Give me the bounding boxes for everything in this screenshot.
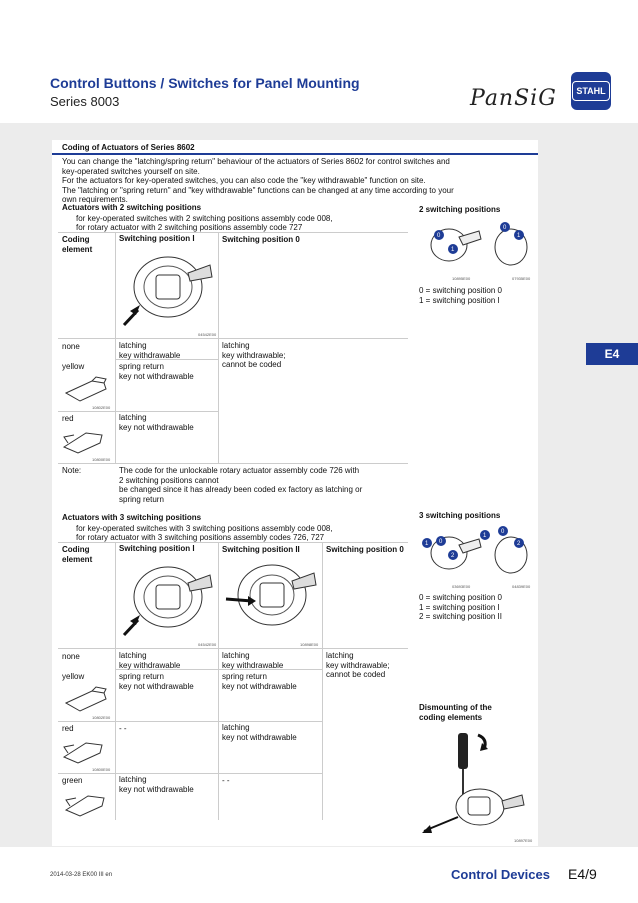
footer-section: Control Devices <box>451 867 550 882</box>
row-red: red <box>62 414 74 423</box>
three-pos-pos0-text: latching key withdrawable; cannot be coded <box>326 651 390 679</box>
pansig-logo: PanSiG <box>470 86 557 111</box>
section-rule <box>52 153 538 155</box>
row-yellow: yellow <box>62 362 85 371</box>
svg-text:1: 1 <box>451 247 455 253</box>
page-title: Control Buttons / Switches for Panel Mounting <box>50 75 360 91</box>
dismount-illustration <box>418 725 536 835</box>
switch-illustration <box>222 555 320 643</box>
key-switch-illustration <box>419 523 537 581</box>
three-pos-col-coding: Coding element <box>62 545 93 564</box>
coding-element-icon <box>62 373 110 403</box>
svg-text:1: 1 <box>483 533 487 539</box>
row-none-pos1: latching key withdrawable <box>119 341 181 360</box>
svg-text:0: 0 <box>503 225 507 231</box>
row-none: none <box>62 652 80 661</box>
row-yellow-pos1: spring return key not withdrawable <box>119 362 194 381</box>
svg-text:2: 2 <box>451 553 455 559</box>
three-pos-legend: 0 = switching position 0 1 = switching position I 2 = switching position II <box>419 593 502 621</box>
svg-text:2: 2 <box>517 541 521 547</box>
three-pos-heading: Actuators with 3 switching positions <box>62 513 202 522</box>
footer-date: 2014-03-28 EK00 III en <box>50 872 113 878</box>
section-title: Coding of Actuators of Series 8602 <box>62 143 195 152</box>
note-text: The code for the unlockable rotary actuator assembly code 726 with 2 switching positions cannot be changed since it has already been coded ex factory as latching or spring return <box>119 466 363 504</box>
stahl-logo: STAHL <box>571 72 611 110</box>
two-pos-col-pos0: Switching position 0 <box>222 235 300 244</box>
three-pos-side-title: 3 switching positions <box>419 511 501 520</box>
svg-text:0: 0 <box>439 539 443 545</box>
two-pos-legend: 0 = switching position 0 1 = switching position I <box>419 286 502 305</box>
dismount-title: Dismounting of the coding elements <box>419 703 492 722</box>
two-pos-heading: Actuators with 2 switching positions <box>62 203 202 212</box>
switch-illustration <box>118 555 216 645</box>
two-pos-sub1: for key-operated switches with 2 switching positions assembly code 008, <box>76 214 333 223</box>
svg-text:0: 0 <box>437 233 441 239</box>
series-subtitle: Series 8003 <box>50 94 120 109</box>
row-yellow: yellow <box>62 672 85 681</box>
coding-element-icon <box>60 735 108 765</box>
note-label: Note: <box>62 466 82 475</box>
three-pos-sub2: for rotary actuator with 3 switching positions assembly codes 726, 727 <box>76 533 325 542</box>
row-none: none <box>62 342 80 351</box>
row-green: green <box>62 776 83 785</box>
svg-text:1: 1 <box>517 233 521 239</box>
key-switch-illustration <box>419 217 537 273</box>
two-pos-sub2: for rotary actuator with 2 switching positions assembly code 727 <box>76 223 303 232</box>
coding-element-icon <box>62 788 110 818</box>
page-number: E4/9 <box>568 866 597 882</box>
coding-element-icon <box>62 683 110 713</box>
two-pos-side-title: 2 switching positions <box>419 205 501 214</box>
three-pos-col-pos2: Switching position II <box>222 545 300 554</box>
two-pos-col-pos1: Switching position I <box>119 234 195 243</box>
section-tab-e4[interactable]: E4 <box>586 343 638 365</box>
intro-text: You can change the "latching/spring return" behaviour of the actuators of Series 8602 for control switches and key-operated switches yourself on site. For the actuators for key-operated switches, you can also code the "key withdrawable" function on site. The "latching or "spring return" and "key withdrawable" functions can be changed at any time according to your own requirements. <box>62 157 454 204</box>
switch-illustration <box>118 245 216 335</box>
svg-text:1: 1 <box>425 541 429 547</box>
row-red-pos1: latching key not withdrawable <box>119 413 194 432</box>
two-pos-img-code: 04542E00 <box>198 332 217 337</box>
coding-element-icon <box>60 425 108 455</box>
two-pos-col-coding: Coding element <box>62 235 93 254</box>
three-pos-sub1: for key-operated switches with 3 switching positions assembly code 008, <box>76 524 333 533</box>
row-red: red <box>62 724 74 733</box>
two-pos-pos0-text: latching key withdrawable; cannot be coded <box>222 341 286 369</box>
three-pos-col-pos0: Switching position 0 <box>326 545 404 554</box>
three-pos-col-pos1: Switching position I <box>119 544 195 553</box>
svg-text:0: 0 <box>501 529 505 535</box>
